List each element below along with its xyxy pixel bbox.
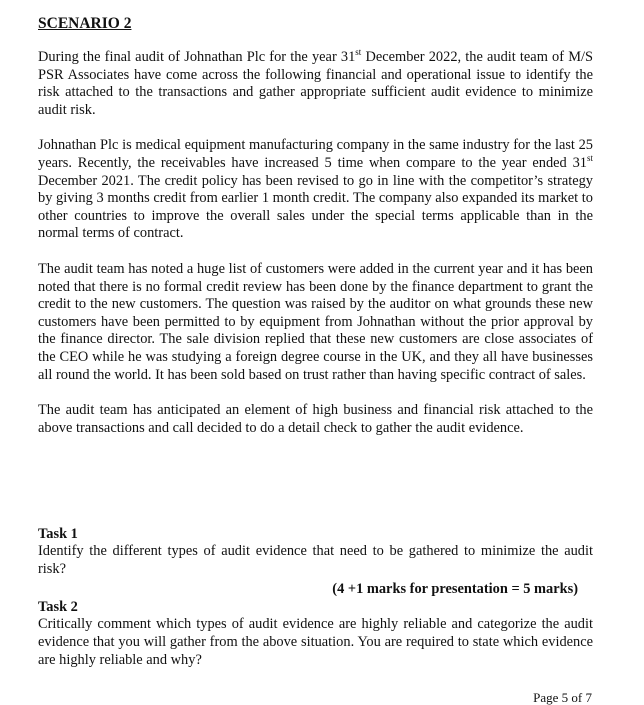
task2-text: Critically comment which types of audit evidence are highly reliable and categorize the audit evidence that you will gather from the above situation. You are required to state which evidence are highly reliable and why? [38, 616, 593, 668]
scenario-heading: SCENARIO 2 [38, 15, 132, 32]
paragraph-company-background [38, 137, 593, 243]
page-number: Page 5 of 7 [533, 690, 592, 705]
paragraph-audit-context [38, 49, 593, 119]
blank-space [38, 437, 593, 525]
paragraph-audit-context-part-b: December 2022, the audit team of M/S PSR Associates have come across the following financial and operational issue to identify the risk attached to the transactions and gather appropriate sufficient audit evidence to minimize audit risk. [38, 49, 593, 118]
ordinal-superscript: st [355, 47, 362, 58]
task1-title: Task 1 [38, 526, 78, 543]
paragraph-company-background-part-a: Johnathan Plc is medical equipment manufacturing company in the same industry for the last 25 years. Recently, the receivables have increased 5 time when compare to the year ended 31 [38, 137, 593, 171]
ordinal-superscript: st [586, 153, 593, 164]
paragraph-company-background-part-b: December 2021. The credit policy has been revised to go in line with the competitor’s strategy by giving 3 months credit from earlier 1 month credit. The company also expanded its market to other countries to improve the overall sales under the special terms applicable than in the normal terms of contract. [38, 172, 593, 242]
paragraph-audit-context-part-a: During the final audit of Johnathan Plc for the year 31 [38, 49, 356, 65]
paragraph-risk-anticipation: The audit team has anticipated an element of high business and financial risk attached to the above transactions and call decided to do a detail check to gather the audit evidence. [38, 402, 593, 436]
document-page [38, 14, 593, 669]
task2-title: Task 2 [38, 599, 78, 616]
paragraph-new-customers: The audit team has noted a huge list of customers were added in the current year and it has been noted that there is no formal credit review has been done by the finance department to grant the credit to the new customers. The question was raised by the auditor on what grounds these new customers have been permitted to by equipment from Johnathan without the prior approval by the finance director. The sale division replied that these new customers are close associates of the CEO while he was studying a foreign degree course in the UK, and they all have businesses all round the world. It has been sold based on trust rather than having specific contract of sales. [38, 260, 593, 383]
task1-marks: (4 +1 marks for presentation = 5 marks) [332, 581, 578, 598]
task1-text: Identify the different types of audit evidence that need to be gathered to minimize the audit risk? [38, 543, 593, 577]
